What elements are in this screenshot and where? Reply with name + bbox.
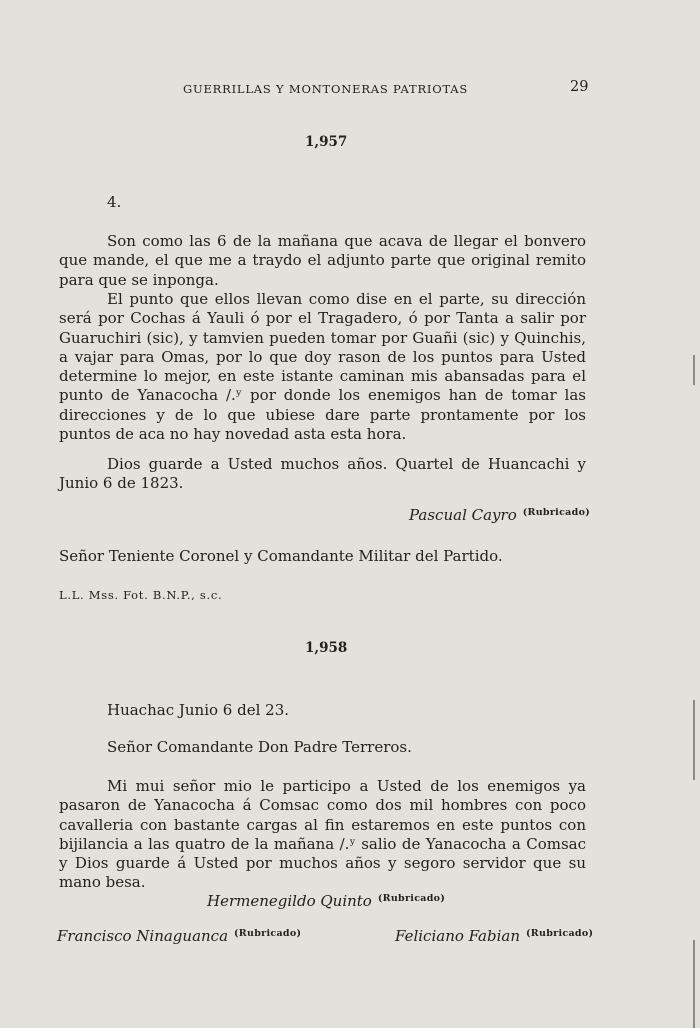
scan-edge-mark <box>693 940 695 1028</box>
signature-name: Feliciano Fabian <box>395 927 520 945</box>
dateline: Huachac Junio 6 del 23. <box>107 701 289 719</box>
rubricado-note: (Rubricado) <box>377 893 446 904</box>
signature <box>395 927 593 945</box>
rubricado-note: (Rubricado) <box>526 928 594 939</box>
scan-edge-mark <box>693 700 695 780</box>
signature-name: Hermenegildo Quinto <box>207 892 372 910</box>
signature <box>409 506 590 524</box>
signature <box>57 927 301 945</box>
paragraph: Dios guarde a Usted muchos años. Quartel de Huancachi y Junio 6 de 1823. <box>59 455 586 493</box>
document-number: 1,958 <box>305 640 348 656</box>
item-number: 4. <box>107 193 122 211</box>
signature-name: Pascual Cayro <box>409 506 517 524</box>
rubricado-note: (Rubricado) <box>234 928 302 939</box>
signature <box>207 892 445 910</box>
letter-body: Mi mui señor mio le participo a Usted de los enemigos ya pasaron de Yanacocha á Comsac como dos mil hombres con poco cavalleria con bastante cargas al fin estaremos en este puntos con bijilancia a las quatro de la mañana /.ʸ salio de Yanacocha a Comsac y Dios guarde á Usted por muchos años y segoro servidor que su mano besa. <box>59 777 586 892</box>
scan-edge-mark <box>693 355 695 385</box>
running-title: GUERRILLAS Y MONTONERAS PATRIOTAS <box>183 82 469 96</box>
rubricado-note: (Rubricado) <box>522 507 591 518</box>
paragraph: Son como las 6 de la mañana que acava de llegar el bonvero que mande, el que me a traydo el adjunto parte que original remito para que se inponga. <box>59 232 586 289</box>
page-number: 29 <box>570 79 589 95</box>
signature-name: Francisco Ninaguanca <box>57 927 229 945</box>
source-citation: L.L. Mss. Fot. B.N.P., s.c. <box>59 588 223 602</box>
salutation: Señor Comandante Don Padre Terreros. <box>107 738 412 756</box>
paragraph: El punto que ellos llevan como dise en el parte, su dirección será por Cochas á Yauli ó por el Tragadero, ó por Tanta a salir por Guaruchiri (sic), y tamvien pueden tomar por Guañi (sic) y Quinchis, a vajar para Omas, por lo que doy rason de los puntos para Usted determine lo mejor, en este istante caminan mis abansadas para el punto de Yanacocha /.ʸ por donde los enemigos han de tomar las direcciones y de lo que ubiese dare parte prontamente por los puntos de aca no hay novedad asta esta hora. <box>59 290 586 444</box>
document-number: 1,957 <box>305 134 348 150</box>
addressee: Señor Teniente Coronel y Comandante Militar del Partido. <box>59 547 503 565</box>
